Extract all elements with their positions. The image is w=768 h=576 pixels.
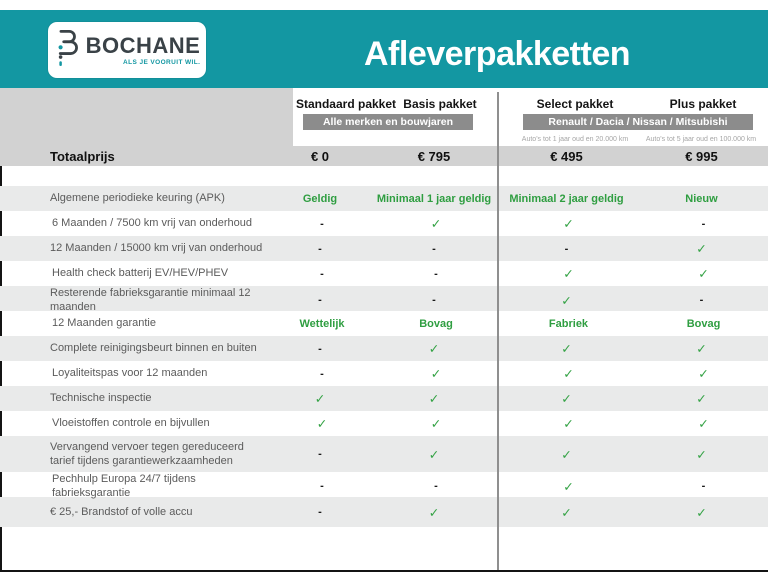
feature-label: 6 Maanden / 7500 km vrij van onderhoud [52,217,252,230]
feature-label: Vervangend vervoer tegen gereduceerd tarief tijdens garantiewerkzaamheden [50,440,244,467]
feature-label: Health check batterij EV/HEV/PHEV [52,267,229,280]
check-icon: ✓ [428,505,440,520]
check-icon: ✓ [696,242,707,256]
feature-row [0,386,768,411]
check-icon: ✓ [696,505,707,520]
feature-value: Minimaal 1 jaar geldig [376,192,492,205]
header-band [0,10,768,88]
check-icon: ✓ [428,447,440,462]
dash-icon: - [320,267,324,280]
feature-value: Nieuw [685,192,718,205]
totaalprijs-label: Totaalprijs [50,148,115,164]
dash-icon: - [318,506,322,518]
column-header-plus: Plus pakket [669,97,737,111]
check-icon: ✓ [563,367,574,381]
check-icon: ✓ [563,217,574,231]
feature-row [0,311,768,336]
feature-value: Wettelijk [299,317,345,330]
dash-icon: - [432,242,436,255]
totaalprijs-plus: € 995 [685,148,718,164]
feature-row [0,411,768,436]
feature-label: 12 Maanden / 15000 km vrij van onderhoud [50,242,263,255]
dash-icon: - [318,294,322,307]
check-icon: ✓ [561,392,572,406]
feature-row [0,211,768,236]
feature-value: Fabriek [548,317,589,330]
page-title: Afleverpakketten [363,35,631,73]
feature-value: Geldig [302,192,338,205]
check-icon: ✓ [563,267,574,281]
check-icon: ✓ [561,293,572,308]
feature-row [0,236,768,261]
feature-value: Bovag [419,317,453,330]
header-left-panel [0,88,293,146]
check-icon: ✓ [696,392,707,406]
banner-alle-merken: Alle merken en bouwjaren [303,114,473,130]
check-icon: ✓ [430,367,442,381]
bochane-logo-icon [54,28,79,73]
dash-icon: - [434,480,438,493]
feature-value: Minimaal 2 jaar geldig [509,192,624,205]
feature-label: Resterende fabrieksgarantie minimaal 12 maanden [50,287,251,314]
feature-label: Complete reinigingsbeurt binnen en buiten [50,342,257,355]
check-icon: ✓ [428,392,440,406]
logo-name: BOCHANE [85,32,201,58]
logo-texts [85,32,201,66]
dash-icon: - [318,448,322,460]
package-group-divider [497,92,499,570]
check-icon: ✓ [563,417,574,431]
feature-label: 12 Maanden garantie [52,317,156,330]
banner-merken-renault-groep: Renault / Dacia / Nissan / Mitsubishi [523,114,753,130]
dash-icon: - [701,217,706,230]
feature-label: Vloeistoffen controle en bijvullen [52,417,210,430]
feature-row [0,497,768,527]
check-icon: ✓ [698,417,709,431]
feature-label: € 25,- Brandstof of volle accu [50,505,193,518]
check-icon: ✓ [698,267,709,281]
dash-icon: - [434,267,438,280]
feature-row [0,472,768,500]
bochane-logo [48,22,206,78]
table-bottom-border [0,570,768,572]
totaalprijs-standaard: € 0 [310,148,330,164]
dash-icon: - [432,294,436,307]
feature-row [0,361,768,386]
feature-label: Pechhulp Europa 24/7 tijdens fabrieksgarantie [52,473,196,500]
feature-row [0,436,768,472]
dash-icon: - [320,367,324,380]
check-icon: ✓ [314,392,326,406]
feature-rows [0,186,768,527]
caption-select: Auto's tot 1 jaar oud en 20.000 km [521,136,629,143]
dash-icon: - [564,242,569,255]
totaalprijs-select: € 495 [550,148,583,164]
dash-icon: - [701,480,706,493]
totaalprijs-row [0,146,768,166]
spacer-row [0,166,768,186]
feature-row [0,186,768,211]
column-header-select: Select pakket [536,97,614,111]
feature-label: Loyaliteitspas voor 12 maanden [52,367,208,380]
check-icon: ✓ [428,342,440,356]
caption-plus: Auto's tot 5 jaar oud en 100.000 km [645,136,757,143]
column-header-basis: Basis pakket [403,97,477,111]
logo-tagline: ALS JE VOORUIT WIL. [123,58,201,66]
check-icon: ✓ [696,342,707,356]
feature-row [0,261,768,286]
check-icon: ✓ [698,367,709,381]
dash-icon: - [320,217,324,230]
dash-icon: - [318,342,322,355]
dash-icon: - [699,294,704,307]
column-header-standaard: Standaard pakket [295,97,397,111]
bottom-spacer [0,527,768,570]
check-icon: ✓ [561,342,572,356]
feature-label: Algemene periodieke keuring (APK) [50,192,225,205]
feature-label: Technische inspectie [50,392,152,405]
dash-icon: - [320,480,324,493]
check-icon: ✓ [563,479,574,494]
dash-icon: - [318,242,322,255]
feature-row [0,286,768,314]
totaalprijs-basis: € 795 [417,148,451,164]
check-icon: ✓ [430,417,442,431]
feature-row [0,336,768,361]
check-icon: ✓ [696,447,707,462]
feature-value: Bovag [686,317,721,330]
check-icon: ✓ [316,417,328,431]
check-icon: ✓ [430,217,442,231]
check-icon: ✓ [561,447,572,462]
check-icon: ✓ [561,505,572,520]
